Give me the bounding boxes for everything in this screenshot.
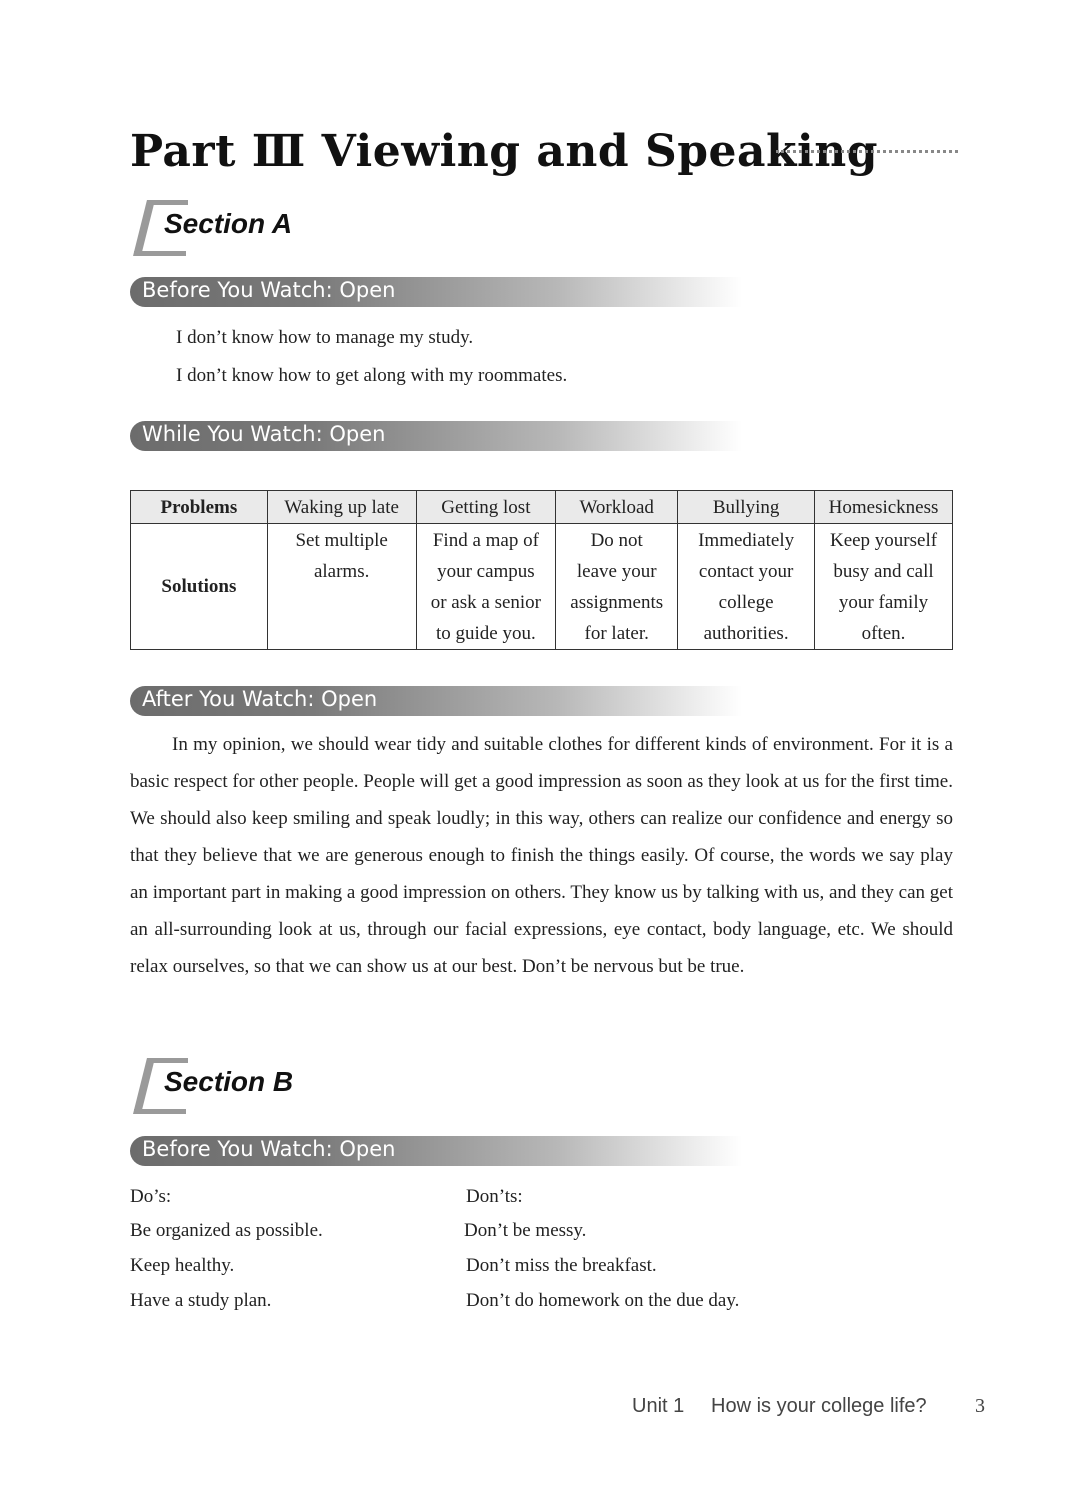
before-you-watch-bar-a xyxy=(130,277,742,307)
problems-header: Problems xyxy=(131,491,268,524)
problem-cell: Getting lost xyxy=(416,491,556,524)
before-you-watch-bar-b xyxy=(130,1136,742,1166)
section-a-heading xyxy=(134,196,334,260)
solution-cell: Find a map of your campus or ask a senior to guide you. xyxy=(416,524,556,650)
donts-item: Don’t miss the breakfast. xyxy=(466,1255,657,1276)
after-you-watch-paragraph: In my opinion, we should wear tidy and suitable clothes for different kinds of environment. For it is a basic respect for other people. People will get a good impression as soon as they look at us for the first time. We should also keep smiling and speak loudly; in this way, others can realize our confidence and energy so that they believe that we are generous enough to finish the things easily. Of course, the words we say play an important part in making a good impression on others. They know us by talking with us, and they can get an all-surrounding look at us, through our facial expressions, eye contact, body language, etc. We should relax ourselves, so that we can show us at our best. Don’t be nervous but be true. xyxy=(130,734,953,977)
after-you-watch-bar xyxy=(130,686,742,716)
solution-cell: Keep yourself busy and call your family often. xyxy=(815,524,953,650)
before-you-watch-heading-b: Before You Watch: Open xyxy=(142,1137,396,1161)
dos-heading: Do’s: xyxy=(130,1186,172,1207)
after-you-watch-heading: After You Watch: Open xyxy=(142,687,378,711)
donts-heading: Don’ts: xyxy=(466,1186,523,1207)
table-row xyxy=(131,524,953,650)
problems-solutions-table xyxy=(130,490,953,650)
title-dotted-rule xyxy=(776,150,958,153)
section-b-heading xyxy=(134,1054,334,1118)
problem-cell: Workload xyxy=(556,491,678,524)
dos-item: Be organized as possible. xyxy=(130,1220,323,1241)
solution-cell: Do not leave your assignments for later. xyxy=(556,524,678,650)
problem-cell: Homesickness xyxy=(815,491,953,524)
problem-cell: Waking up late xyxy=(267,491,416,524)
table-header-row xyxy=(131,491,953,524)
while-you-watch-bar xyxy=(130,421,742,451)
footer-unit: Unit 1 xyxy=(632,1395,685,1417)
section-bracket-icon xyxy=(133,1058,155,1114)
dos-item: Keep healthy. xyxy=(130,1255,235,1276)
dos-item: Have a study plan. xyxy=(130,1290,272,1311)
solutions-header: Solutions xyxy=(131,524,268,650)
page-number: 3 xyxy=(975,1395,985,1417)
donts-item: Don’t be messy. xyxy=(464,1220,587,1241)
answer-line: I don’t know how to get along with my roommates. xyxy=(176,365,568,386)
solution-cell: Immediately contact your college authorities. xyxy=(678,524,815,650)
while-you-watch-heading: While You Watch: Open xyxy=(142,422,386,446)
section-b-label: Section B xyxy=(164,1066,294,1097)
solution-cell: Set multiple alarms. xyxy=(267,524,416,650)
problem-cell: Bullying xyxy=(678,491,815,524)
answer-line: I don’t know how to manage my study. xyxy=(176,327,474,348)
footer-unit-title: How is your college life? xyxy=(711,1395,927,1417)
before-you-watch-heading-a: Before You Watch: Open xyxy=(142,278,396,302)
part-title: Part Ⅲ Viewing and Speaking xyxy=(130,126,878,177)
section-bracket-icon xyxy=(133,200,155,256)
donts-item: Don’t do homework on the due day. xyxy=(466,1290,740,1311)
section-a-label: Section A xyxy=(164,208,293,239)
